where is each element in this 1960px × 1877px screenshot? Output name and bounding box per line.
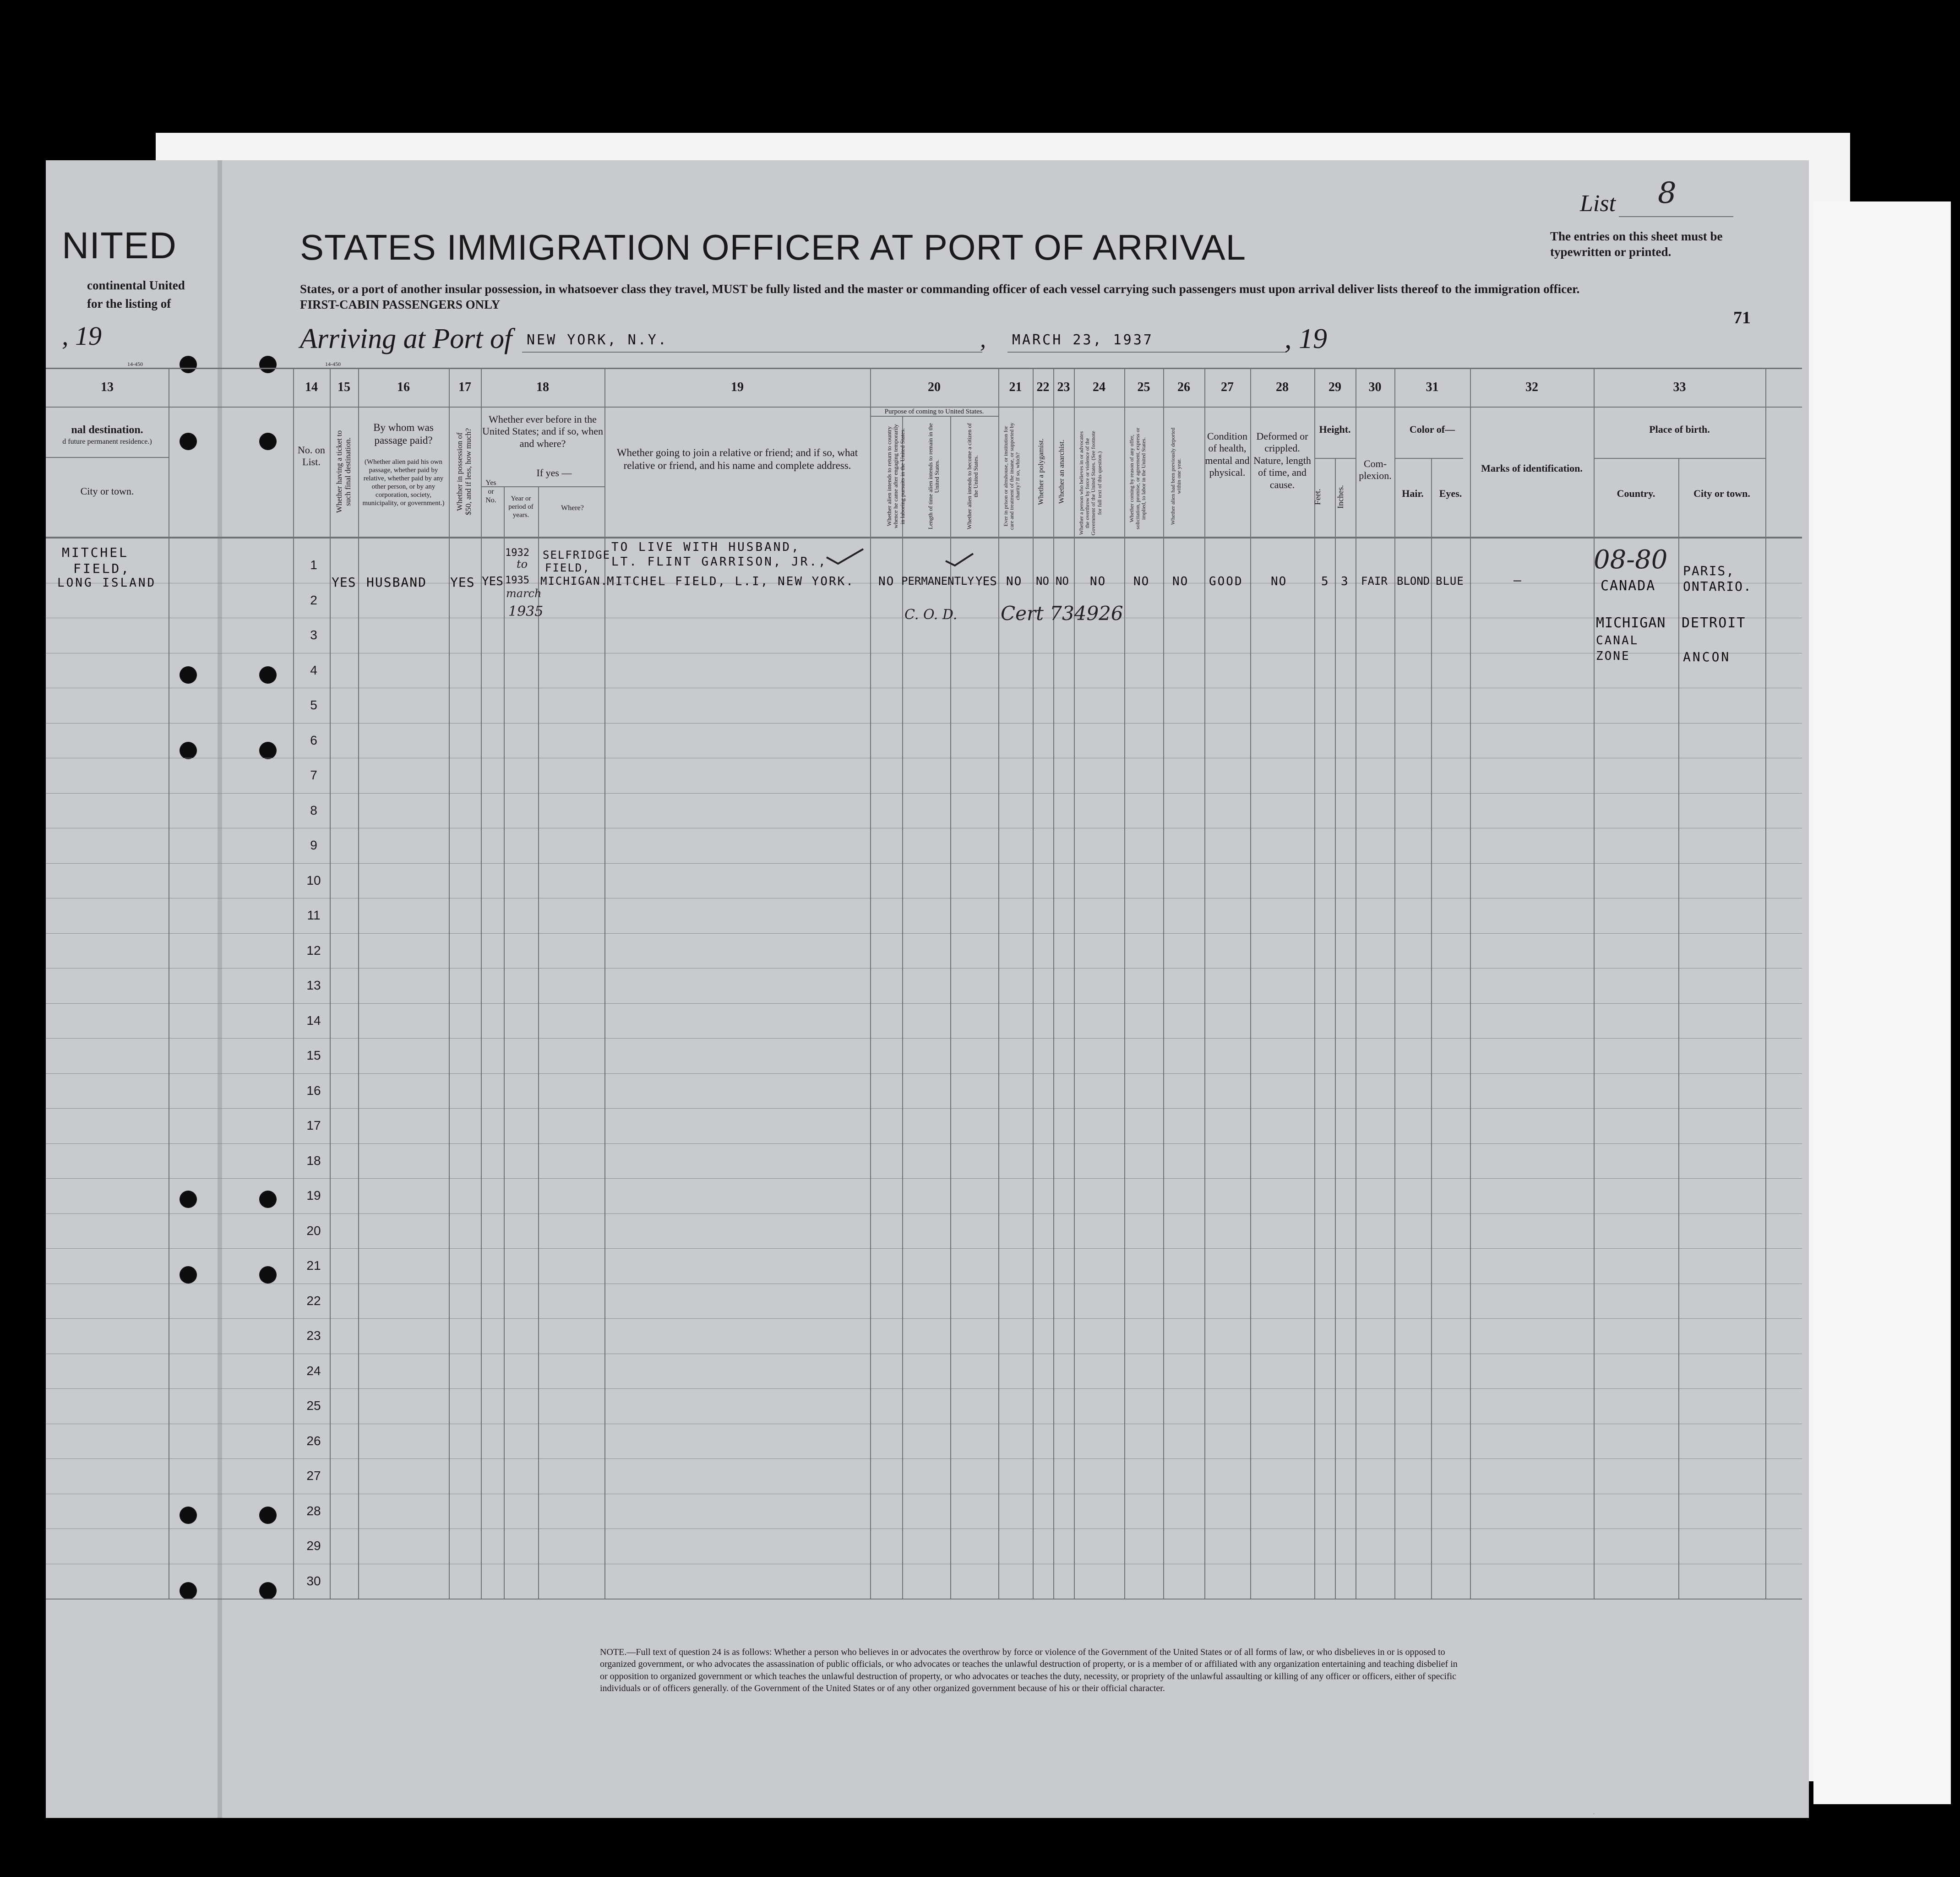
row-number: 18 (306, 1153, 321, 1168)
row-rule (46, 1073, 1802, 1074)
punch-hole (259, 433, 277, 450)
col-20c-head: Whether alien intends to become a citizen of the United States. (966, 423, 980, 530)
col-29-inches: Inches. (1336, 485, 1345, 509)
row-rule (46, 793, 1802, 794)
column-rule (1074, 369, 1075, 1599)
other-place-1-country: MICHIGAN (1596, 615, 1666, 631)
left-fragment-title: NITED (62, 225, 177, 267)
row-number: 3 (310, 628, 317, 642)
col-15-head: Whether having a ticket to such final destination. (335, 430, 352, 513)
where-line-2: FIELD, (545, 561, 590, 574)
row-rule (46, 1388, 1802, 1389)
col-26-num: 26 (1177, 380, 1190, 394)
col-21-head: Ever in prison or almshouse, or institution for care and treatment of the insane, or supported by charity? If so, which? (1002, 422, 1021, 530)
row-rule (46, 1458, 1802, 1459)
col-20b-head: Length of time alien intends to remain in the United States. (927, 423, 941, 529)
destination-line-3: LONG ISLAND (57, 576, 157, 590)
col-27-num: 27 (1221, 380, 1234, 394)
col-14-head: No. on List. (298, 444, 325, 468)
col-33-num: 33 (1673, 380, 1686, 394)
column-rule (1431, 458, 1432, 1599)
page-title: STATES IMMIGRATION OFFICER AT PORT OF ARRIVAL (300, 227, 1247, 267)
anarchist-value: NO (1056, 575, 1069, 588)
row-number: 17 (306, 1118, 321, 1132)
row-rule (46, 1108, 1802, 1109)
row-number: 24 (306, 1364, 321, 1378)
passage-paid-value: HUSBAND (366, 575, 427, 590)
col-25-num: 25 (1137, 380, 1150, 394)
check-mark-icon (824, 547, 866, 566)
row-number: 16 (306, 1083, 321, 1098)
col-22-num: 22 (1036, 380, 1050, 394)
health-value: GOOD (1209, 575, 1243, 588)
col-21-num: 21 (1009, 380, 1022, 394)
punch-hole (180, 666, 197, 684)
length-of-stay-value: PERMANENTLY (901, 575, 974, 588)
col-20-num: 20 (928, 380, 941, 394)
col-14-num: 14 (305, 380, 318, 394)
col-23-head: Whether an anarchist. (1058, 440, 1066, 504)
punch-hole (259, 742, 277, 759)
joining-line-3: MITCHEL FIELD, L.I, NEW YORK. (607, 575, 855, 588)
col-13-city: City or town. (80, 485, 134, 497)
col-16-head: By whom was passage paid? (373, 422, 434, 446)
year-hand-1: to (517, 558, 528, 571)
col33-sub-rule (1594, 458, 1765, 459)
column-rule (1765, 369, 1766, 1599)
year-1: 1932 (505, 547, 529, 559)
column-rule (902, 416, 903, 1599)
punch-hole (259, 1266, 277, 1284)
row-number: 30 (306, 1574, 321, 1588)
col-17-head: Whether in possession of $50, and if less, how much? (455, 428, 473, 516)
row-number: 12 (306, 943, 321, 958)
col-15-num: 15 (338, 380, 350, 394)
col-33-head: Place of birth. (1649, 424, 1710, 435)
cabin-class: FIRST-CABIN PASSENGERS ONLY (300, 298, 501, 311)
where-line-1: SELFRIDGE (543, 549, 611, 561)
col-24-head: Whether a person who believes in or advocates the overthrow by force or violence of the Government of the United States. (See footnote for full text of this question.) (1078, 430, 1103, 536)
col-23-num: 23 (1057, 380, 1070, 394)
col-20-head: Purpose of coming to United States. (884, 408, 984, 415)
col-32-num: 32 (1525, 380, 1538, 394)
list-number: 8 (1658, 176, 1677, 210)
punch-hole (180, 1582, 197, 1600)
citizen-intent-value: YES (975, 575, 997, 588)
left-fragment-date: , 19 (62, 321, 102, 351)
column-rule (1053, 369, 1054, 1599)
col-20a-head: Whether alien intends to return to country whence he came after engaging temporarily in laboring pursuits in the United States. (886, 424, 906, 528)
hair-value: BLOND (1397, 575, 1430, 588)
punch-hole (259, 1191, 277, 1208)
punch-hole (180, 1507, 197, 1524)
row-number: 5 (310, 698, 317, 712)
footnote: NOTE.—Full text of question 24 is as follows: Whether a person who believes in or advocates the overthrow by force or violence of the Government of the United States or of all forms of law, or who disbelieves in or is opposed to organized government, or who advocates the assassination of public officials, or who advocates or teaches the unlawful destruction of property, or is a member of or affiliated with any organization entertaining and teaching disbelief in or opposition to organized government or which teaches the unlawful destruction of property, or who advocates or teaches the duty, necessity, or propriety of the unlawful assaulting or killing of any officer or officers, either of specific individuals or of officers generally. of the Government of the United States or of any other organized government because of his or their official character. (600, 1647, 1458, 1694)
col31-sub-rule (1394, 458, 1463, 459)
marks-value: — (1514, 572, 1523, 588)
table-top-rule (46, 368, 1802, 369)
row-rule (46, 1038, 1802, 1039)
birth-annotation: 08-80 (1594, 545, 1668, 575)
col-18-num: 18 (536, 380, 549, 394)
col13-sub-rule (46, 457, 169, 458)
col-29-num: 29 (1328, 380, 1341, 394)
typewritten-note: The entries on this sheet must be typewritten or printed. (1550, 229, 1723, 259)
row2-annotation: C. O. D. (904, 607, 958, 623)
labor-offer-value: NO (1133, 575, 1150, 588)
ticket-value: YES (332, 575, 356, 590)
overthrow-value: NO (1090, 575, 1106, 588)
left-fragment-line-1: continental United (87, 278, 185, 292)
arriving-label: Arriving at Port of (300, 323, 512, 354)
ever-in-us-value: YES (482, 575, 503, 588)
col-30-head: Com-plexion. (1359, 458, 1392, 482)
arrival-date: MARCH 23, 1937 (1012, 332, 1154, 348)
row-number: 21 (306, 1258, 321, 1273)
column-rule (1394, 369, 1395, 1599)
destination-line-1: MITCHEL (62, 545, 129, 560)
row-number: 20 (306, 1224, 321, 1238)
instructions: States, or a port of another insular possession, in whatsoever class they travel, MUST be fully listed and the master or commanding officer of each vessel carrying such passengers must upon arrival deliver lists thereof to the immigration officer. (300, 282, 1580, 296)
check-mark-icon (943, 552, 975, 568)
birth-country-value: CANADA (1601, 578, 1656, 594)
year-3: 1935 (508, 604, 544, 620)
row-number: 1 (310, 558, 317, 572)
col-19-head: Whether going to join a relative or friend; and if so, what relative or friend, and his name and complete address. (616, 447, 858, 471)
col-18-years: Year or period of years. (508, 495, 534, 519)
list-number-rule (1619, 216, 1733, 217)
page-number: 71 (1733, 308, 1751, 327)
column-rule (504, 486, 505, 1599)
other-place-2-city: ANCON (1683, 649, 1731, 664)
column-rule (293, 369, 294, 1599)
row-number: 13 (306, 978, 321, 992)
col-31-num: 31 (1426, 380, 1439, 394)
row-number: 25 (306, 1398, 321, 1413)
punch-hole (259, 1582, 277, 1600)
row-rule (46, 1318, 1802, 1319)
column-rule (1124, 369, 1125, 1599)
deformed-value: NO (1271, 575, 1287, 588)
column-rule (538, 486, 539, 1599)
form-code-right: 14-450 (325, 361, 341, 367)
row-number: 6 (310, 733, 317, 747)
row-rule (46, 1143, 1802, 1144)
row-number: 10 (306, 873, 321, 887)
col-31-hair: Hair. (1402, 488, 1424, 499)
col-33-city: City or town. (1693, 488, 1750, 499)
year-2: 1935 (505, 575, 529, 586)
row-number: 14 (306, 1013, 321, 1028)
col-17-num: 17 (458, 380, 471, 394)
punch-hole (259, 1507, 277, 1524)
col-13-head: nal destination. (71, 424, 143, 436)
header-bottom-rule (46, 537, 1802, 539)
punch-hole (180, 742, 197, 759)
col-16-num: 16 (397, 380, 410, 394)
destination-line-2: FIELD, (73, 561, 131, 576)
column-rule (1033, 369, 1034, 1599)
row-number: 22 (306, 1294, 321, 1308)
row-number: 7 (310, 768, 317, 782)
polygamist-value: NO (1036, 575, 1049, 588)
column-rule (1250, 369, 1251, 1599)
port-rule (522, 352, 982, 353)
column-rule (1470, 369, 1471, 1599)
column-rule (998, 369, 999, 1599)
row-number: 27 (306, 1469, 321, 1483)
col-24-num: 24 (1093, 380, 1105, 394)
punch-hole (180, 433, 197, 450)
punch-hole (180, 1191, 197, 1208)
year-hand-2: march (506, 587, 542, 600)
col-31-head: Color of— (1409, 424, 1455, 435)
prison-value: NO (1006, 575, 1023, 588)
col-29-head: Height. (1319, 424, 1351, 435)
row-number: 15 (306, 1048, 321, 1062)
col-26-head: Whether alien had been previously deported within one year. (1170, 427, 1182, 525)
feet-value: 5 (1321, 575, 1330, 588)
comma-separator: , (980, 326, 986, 353)
page-fold (218, 160, 222, 1818)
row2-certificate: Cert 734926 (1001, 602, 1123, 625)
punch-hole (259, 356, 277, 373)
column-rule (481, 369, 482, 1599)
col-27-head: Condition of health, mental and physical. (1205, 430, 1250, 479)
row-number: 11 (307, 908, 321, 922)
col-28-num: 28 (1276, 380, 1289, 394)
row-rule (46, 1003, 1802, 1004)
column-rule (358, 369, 359, 1599)
where-line-3: MICHIGAN. (540, 575, 609, 588)
column-rule (449, 369, 450, 1599)
col-33-country: Country. (1617, 488, 1655, 499)
row-number: 8 (310, 803, 317, 817)
col-31-eyes: Eyes. (1439, 488, 1462, 499)
col-32-head: Marks of identification. (1481, 462, 1583, 474)
row-number: 4 (310, 663, 317, 677)
list-label: List (1580, 190, 1616, 217)
row-number: 28 (306, 1504, 321, 1518)
col-16-sub: (Whether alien paid his own passage, whether paid by relative, whether paid by any other person, or by any corporation, society, municipality, or government.) (362, 458, 445, 507)
punch-hole (180, 1266, 197, 1284)
punch-hole (180, 356, 197, 373)
column-rule (330, 369, 331, 1599)
other-place-2-country: CANAL ZONE (1596, 634, 1639, 663)
col-13-num: 13 (101, 380, 114, 394)
row-rule (46, 863, 1802, 864)
col-13-sub: d future permanent residence.) (62, 438, 152, 446)
row-rule (46, 933, 1802, 934)
joining-line-1: TO LIVE WITH HUSBAND, (611, 540, 800, 554)
eyes-value: BLUE (1436, 575, 1464, 588)
row-number: 2 (310, 593, 317, 607)
row-rule (46, 1213, 1802, 1214)
joining-line-2: LT. FLINT GARRISON, JR., (611, 555, 828, 569)
col-29-feet: Feet. (1313, 489, 1322, 505)
col-18-head: Whether ever before in the United States; and if so, when and where? (482, 413, 603, 449)
return-intent-value: NO (878, 575, 895, 588)
row-number: 26 (306, 1434, 321, 1448)
deported-value: NO (1172, 575, 1189, 588)
col-19-num: 19 (731, 380, 744, 394)
row-number: 19 (306, 1188, 321, 1202)
table-bottom-rule (46, 1599, 1802, 1600)
col-18-yes-no: Yes or No. (485, 479, 496, 505)
complexion-value: FAIR (1361, 575, 1388, 588)
col-18-if-yes: If yes — (536, 467, 572, 479)
other-place-1-city: DETROIT (1682, 615, 1746, 631)
column-rule (1163, 369, 1164, 1599)
col-25-head: Whether coming by reason of any offer, solicitation, promise, or agreement, express or implied, to labor in the United States. (1128, 428, 1147, 529)
column-rule (1204, 369, 1205, 1599)
row-number: 23 (306, 1328, 321, 1343)
column-rule (870, 369, 871, 1599)
inches-value: 3 (1341, 575, 1350, 588)
row-rule (46, 1248, 1802, 1249)
row-number: 29 (306, 1539, 321, 1553)
year-suffix: , 19 (1285, 323, 1327, 354)
column-rule (1314, 369, 1315, 1599)
left-fragment-line-2: for the listing of (87, 297, 171, 310)
form-code-left: 14-450 (127, 361, 143, 367)
date-rule (1007, 352, 1287, 353)
col20-sub-rule (870, 416, 998, 417)
has-50-value: YES (450, 575, 475, 590)
row-rule (46, 1178, 1802, 1179)
col-22-head: Whether a polygamist. (1037, 438, 1045, 505)
right-paper-strip (1813, 201, 1951, 1804)
column-rule (1335, 458, 1336, 1599)
row-number: 9 (310, 838, 317, 852)
column-rule (950, 416, 951, 1599)
birth-city-value: PARIS, ONTARIO. (1683, 563, 1752, 594)
punch-hole (259, 666, 277, 684)
port-value: NEW YORK, N.Y. (527, 332, 668, 348)
col-30-num: 30 (1368, 380, 1382, 394)
row-rule (46, 723, 1802, 724)
col-18-where: Where? (561, 504, 584, 512)
column-rule (1678, 458, 1679, 1599)
col-28-head: Deformed or crippled. Nature, length of time, and cause. (1253, 430, 1311, 490)
